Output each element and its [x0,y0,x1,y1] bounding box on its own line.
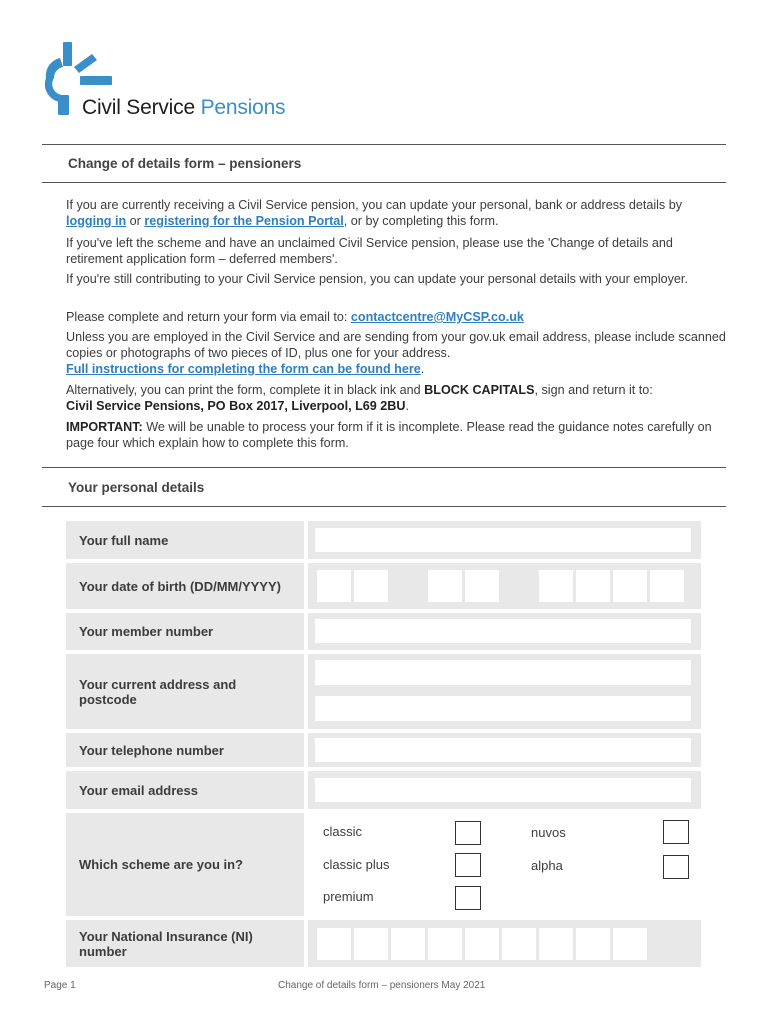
ni-digit[interactable] [354,928,388,960]
logging-in-link[interactable]: logging in [66,214,127,228]
logo-text-part1: Civil Service [82,96,195,119]
dob-month-digit-1[interactable] [428,570,462,602]
divider [42,506,726,507]
contact-email-link[interactable]: contactcentre@MyCSP.co.uk [350,310,524,324]
ni-digit[interactable] [317,928,351,960]
dob-year-digit-1[interactable] [539,570,573,602]
member-number-field [308,613,701,650]
telephone-input[interactable] [315,738,691,762]
email-field [308,771,701,809]
dob-day-digit-2[interactable] [354,570,388,602]
ni-digit[interactable] [391,928,425,960]
full-name-field [308,521,701,559]
intro-paragraph-2: If you've left the scheme and have an unclaimed Civil Service pension, please use the 'Change of details and retirement application form – deferred members'. [66,236,673,266]
divider [42,182,726,183]
address-field [308,654,701,729]
ni-digit[interactable] [576,928,610,960]
ni-digit[interactable] [613,928,647,960]
full-instructions-link[interactable]: Full instructions for completing the form can be found here [66,362,421,376]
scheme-option-nuvos: nuvos [531,825,566,840]
full-name-input[interactable] [315,528,691,552]
ni-number-field [308,920,701,967]
footer-title: Change of details form – pensioners May 2021 [278,980,486,991]
email-label: Your email address [66,771,304,809]
dob-year-digit-4[interactable] [650,570,684,602]
telephone-label: Your telephone number [66,733,304,767]
ni-digit[interactable] [539,928,573,960]
dob-day-digit-1[interactable] [317,570,351,602]
scheme-option-classic-plus: classic plus [323,857,390,872]
address-input-line-2[interactable] [315,696,691,721]
personal-details-title: Your personal details [68,480,205,495]
scheme-classic-checkbox[interactable] [455,821,481,845]
full-name-label: Your full name [66,521,304,559]
address-label: Your current address and postcode [66,654,304,729]
dob-year-digit-2[interactable] [576,570,610,602]
email-input[interactable] [315,778,691,802]
ni-number-label: Your National Insurance (NI) number [66,920,304,967]
ni-digit[interactable] [465,928,499,960]
dob-month-digit-2[interactable] [465,570,499,602]
divider [42,144,726,145]
page-number: Page 1 [44,980,76,991]
member-number-label: Your member number [66,613,304,650]
scheme-option-alpha: alpha [531,858,563,873]
dob-field [308,563,701,609]
scheme-nuvos-checkbox[interactable] [663,820,689,844]
intro-paragraph-7: IMPORTANT: We will be unable to process your form if it is incomplete. Please read the guidance notes carefully on page four which explain how to complete this form. [66,420,712,450]
scheme-field [308,813,701,916]
intro-paragraph-4: Please complete and return your form via email to: contactcentre@MyCSP.co.uk [66,310,524,324]
scheme-option-classic: classic [323,824,363,839]
intro-paragraph-1: If you are currently receiving a Civil Service pension, you can update your personal, bank or address details by logging in or registering for the Pension Portal, or by completing this form. [66,198,683,228]
logo-text-part2: Pensions [200,96,286,119]
telephone-field [308,733,701,767]
scheme-option-premium: premium [323,889,374,904]
register-portal-link[interactable]: registering for the Pension Portal [144,214,344,228]
divider [42,467,726,468]
intro-paragraph-6: Alternatively, you can print the form, complete it in black ink and BLOCK CAPITALS, sign and return it to: Civil Service Pensions, PO Box 2017, Liverpool, L69 2BU. [66,383,653,413]
scheme-premium-checkbox[interactable] [455,886,481,910]
dob-year-digit-3[interactable] [613,570,647,602]
member-number-input[interactable] [315,619,691,643]
logo-text [82,96,285,120]
intro-paragraph-3: If you're still contributing to your Civil Service pension, you can update your personal details with your employer. [66,272,688,286]
address-input-line-1[interactable] [315,660,691,685]
ni-digit[interactable] [428,928,462,960]
ni-digit[interactable] [502,928,536,960]
intro-paragraph-5: Unless you are employed in the Civil Service and are sending from your gov.uk email address, please include scanned copies or photographs of two pieces of ID, plus one for your address. Full instructions for completing the form can be found here. [66,330,726,376]
scheme-alpha-checkbox[interactable] [663,855,689,879]
postal-address: Civil Service Pensions, PO Box 2017, Liverpool, L69 2BU [66,399,406,413]
form-title: Change of details form – pensioners [68,156,302,171]
dob-label: Your date of birth (DD/MM/YYYY) [66,563,304,609]
scheme-classic-plus-checkbox[interactable] [455,853,481,877]
scheme-label: Which scheme are you in? [66,813,304,916]
